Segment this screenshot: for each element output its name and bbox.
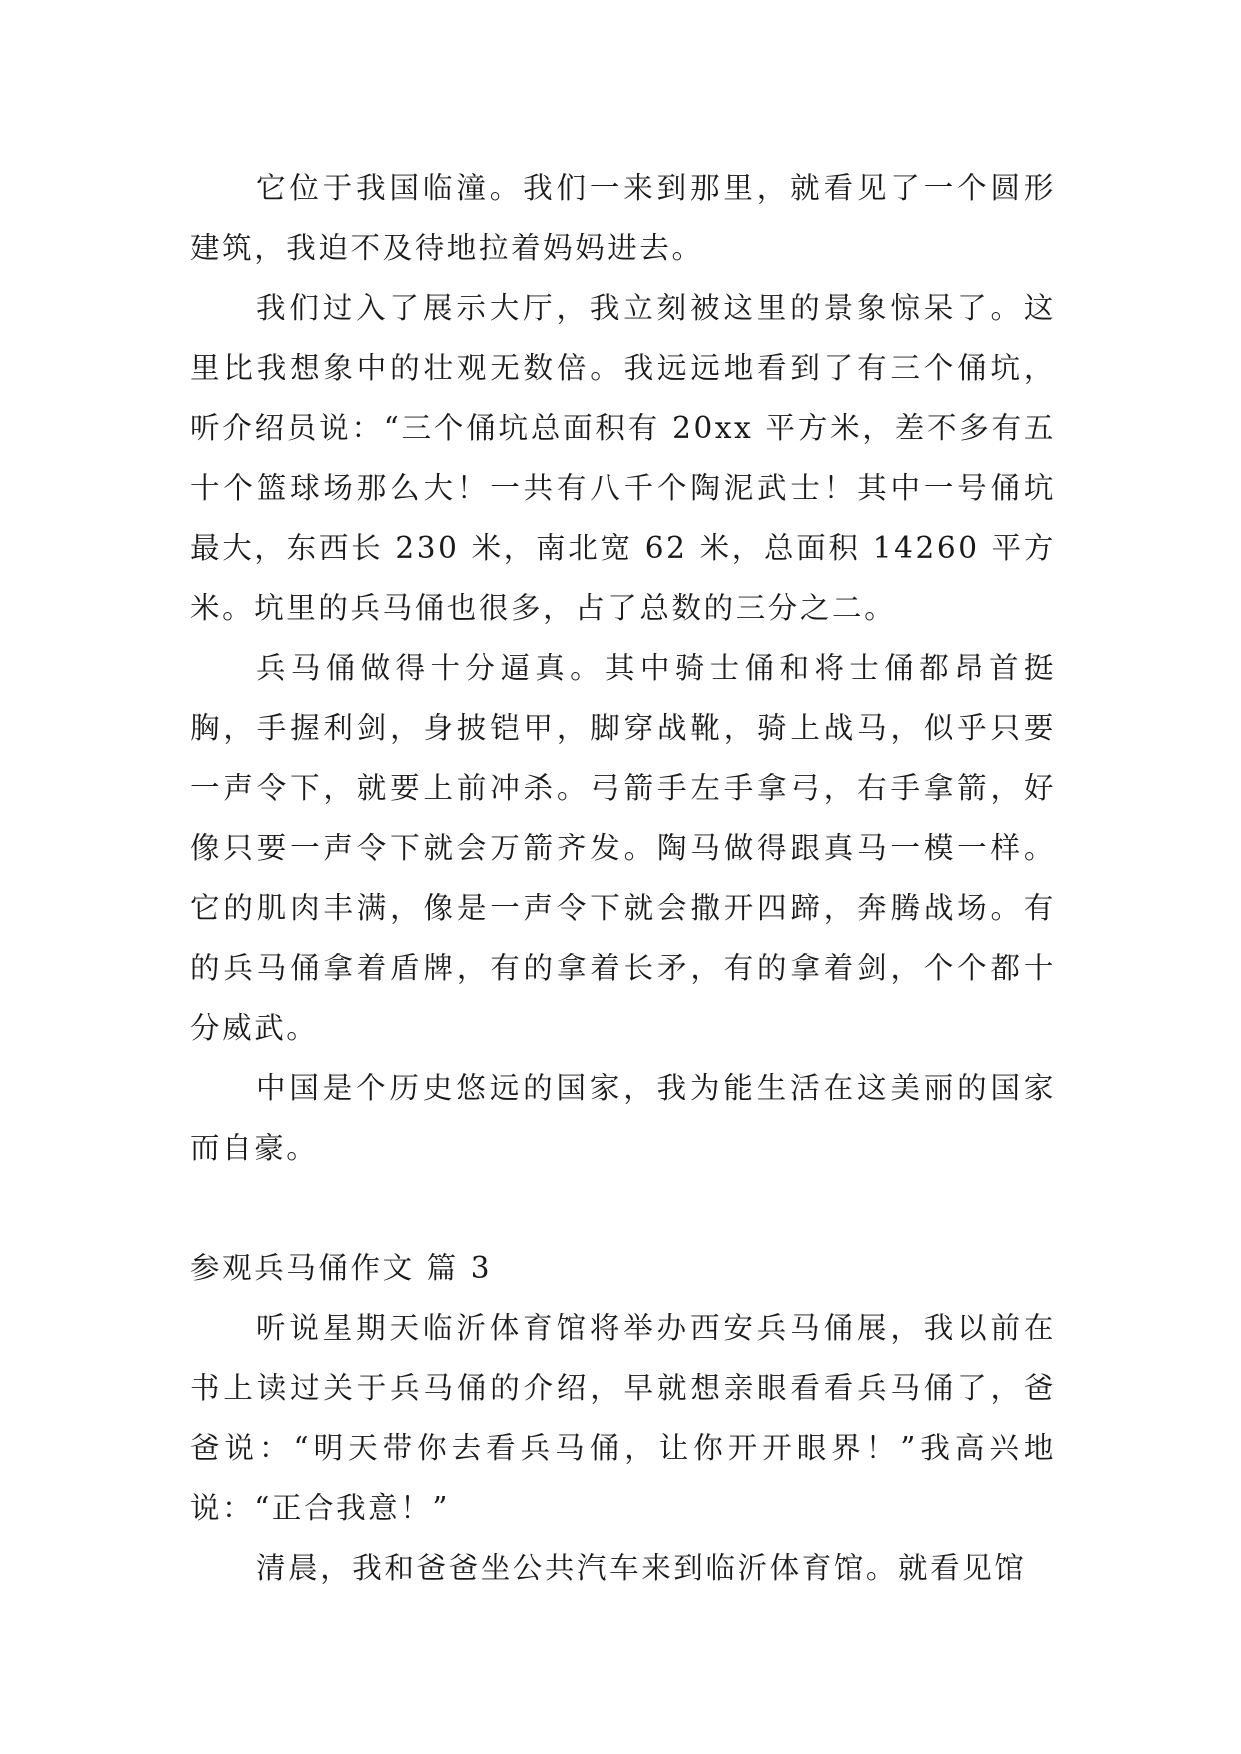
section-heading: 参观兵马俑作文 篇 3 <box>190 1251 493 1285</box>
paragraph: 中国是个历史悠远的国家，我为能生活在这美丽的国家而自豪。 <box>190 1071 1056 1165</box>
paragraph: 它位于我国临潼。我们一来到那里，就看见了一个圆形建筑，我迫不及待地拉着妈妈进去。 <box>190 171 1056 265</box>
paragraph: 听说星期天临沂体育馆将举办西安兵马俑展，我以前在书上读过关于兵马俑的介绍，早就想亲眼看看兵马俑了，爸爸说：“明天带你去看兵马俑，让你开开眼界！”我高兴地说：“正合我意！” <box>190 1311 1056 1525</box>
paragraph: 兵马俑做得十分逼真。其中骑士俑和将士俑都昂首挺胸，手握利剑，身披铠甲，脚穿战靴，骑上战马，似乎只要一声令下，就要上前冲杀。弓箭手左手拿弓，右手拿箭，好像只要一声令下就会万箭齐发。陶马做得跟真马一模一样。它的肌肉丰满，像是一声令下就会撒开四蹄，奔腾战场。有的兵马俑拿着盾牌，有的拿着长矛，有的拿着剑，个个都十分威武。 <box>190 651 1056 1045</box>
paragraph: 我们过入了展示大厅，我立刻被这里的景象惊呆了。这里比我想象中的壮观无数倍。我远远地看到了有三个俑坑，听介绍员说：“三个俑坑总面积有 20xx 平方米，差不多有五十个篮球场那么大！一共有八千个陶泥武士！其中一号俑坑最大，东西长 230 米，南北宽 62 米，总面积 14260 平方米。坑里的兵马俑也很多，占了总数的三分之二。 <box>190 291 1056 625</box>
document-body <box>190 158 1056 1598</box>
paragraph: 清晨，我和爸爸坐公共汽车来到临沂体育馆。就看见馆 <box>256 1551 1027 1585</box>
